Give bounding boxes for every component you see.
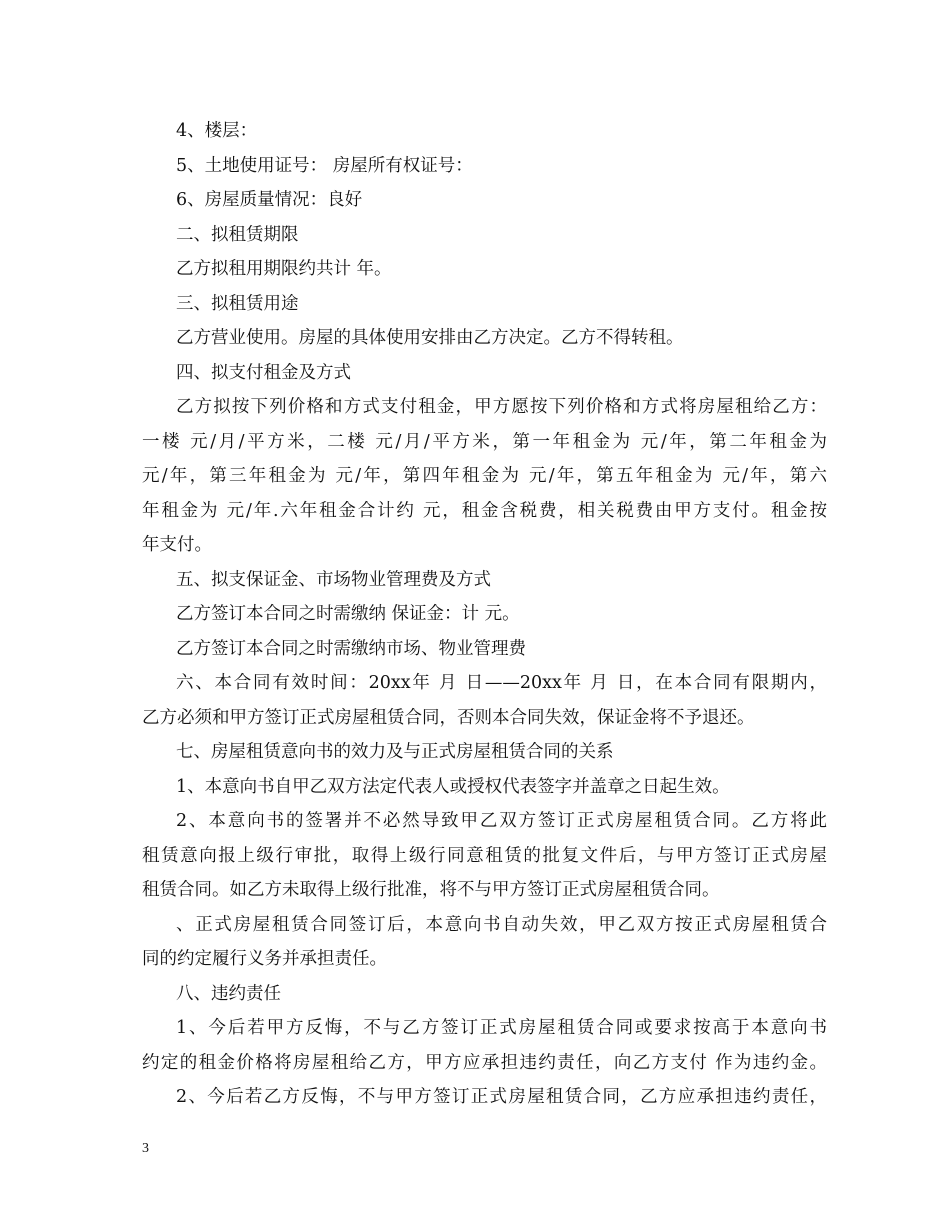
page-number: 3 (142, 1141, 149, 1156)
section-heading: 三、拟租赁用途 (176, 293, 299, 314)
section-heading: 五、拟支保证金、市场物业管理费及方式 (176, 569, 491, 590)
section-heading: 七、房屋租赁意向书的效力及与正式房屋租赁合同的关系 (176, 742, 614, 762)
section-heading: 六、本合同有效时间：20xx年 月 日——20xx年 月 日，在本合同有限期内， (176, 673, 827, 693)
text-line: 乙方签订本合同之时需缴纳市场、物业管理费 (176, 638, 526, 659)
text-line: 年支付。 (142, 535, 212, 555)
text-line: 租赁合同。如乙方未取得上级行批准，将不与甲方签订正式房屋租赁合同。 (142, 880, 720, 900)
document-body (142, 114, 827, 1115)
text-line: 一楼 元/月/平方米，二楼 元/月/平方米，第一年租金为 元/年，第二年租金为 (142, 431, 827, 452)
text-line: 、正式房屋租赁合同签订后，本意向书自动失效，甲乙双方按正式房屋租赁合 (176, 914, 827, 935)
section-heading: 八、违约责任 (176, 983, 281, 1004)
text-line: 乙方必须和甲方签订正式房屋租赁合同，否则本合同失效，保证金将不予退还。 (142, 707, 755, 728)
text-line: 乙方签订本合同之时需缴纳 保证金：计 元。 (176, 604, 520, 624)
text-line: 年租金为 元/年.六年租金合计约 元，租金含税费，相关税费由甲方支付。租金按 (142, 500, 827, 521)
section-heading: 二、拟租赁期限 (176, 224, 299, 245)
text-line: 4、楼层： (176, 121, 258, 141)
text-line: 5、土地使用证号： 房屋所有权证号： (176, 155, 473, 176)
text-line: 同的约定履行义务并承担责任。 (142, 949, 387, 969)
text-line: 乙方拟租用期限约共计 年。 (176, 259, 392, 279)
text-line: 1、本意向书自甲乙双方法定代表人或授权代表签字并盖章之日起生效。 (176, 776, 730, 797)
section-heading: 四、拟支付租金及方式 (176, 362, 351, 383)
text-line: 2、本意向书的签署并不必然导致甲乙双方签订正式房屋租赁合同。乙方将此 (176, 811, 827, 831)
text-line: 1、今后若甲方反悔，不与乙方签订正式房屋租赁合同或要求按高于本意向书 (176, 1018, 827, 1038)
text-line: 租赁意向报上级行审批，取得上级行同意租赁的批复文件后，与甲方签订正式房屋 (142, 845, 827, 866)
text-line: 6、房屋质量情况：良好 (176, 190, 363, 210)
text-line: 乙方营业使用。房屋的具体使用安排由乙方决定。乙方不得转租。 (176, 328, 684, 348)
text-line: 2、今后若乙方反悔，不与甲方签订正式房屋租赁合同，乙方应承担违约责任， (176, 1087, 827, 1107)
text-line: 元/年，第三年租金为 元/年，第四年租金为 元/年，第五年租金为 元/年，第六 (142, 466, 827, 486)
text-line: 乙方拟按下列价格和方式支付租金，甲方愿按下列价格和方式将房屋租给乙方： (176, 397, 827, 417)
text-line: 约定的租金价格将房屋租给乙方，甲方应承担违约责任，向乙方支付 作为违约金。 (142, 1052, 827, 1073)
